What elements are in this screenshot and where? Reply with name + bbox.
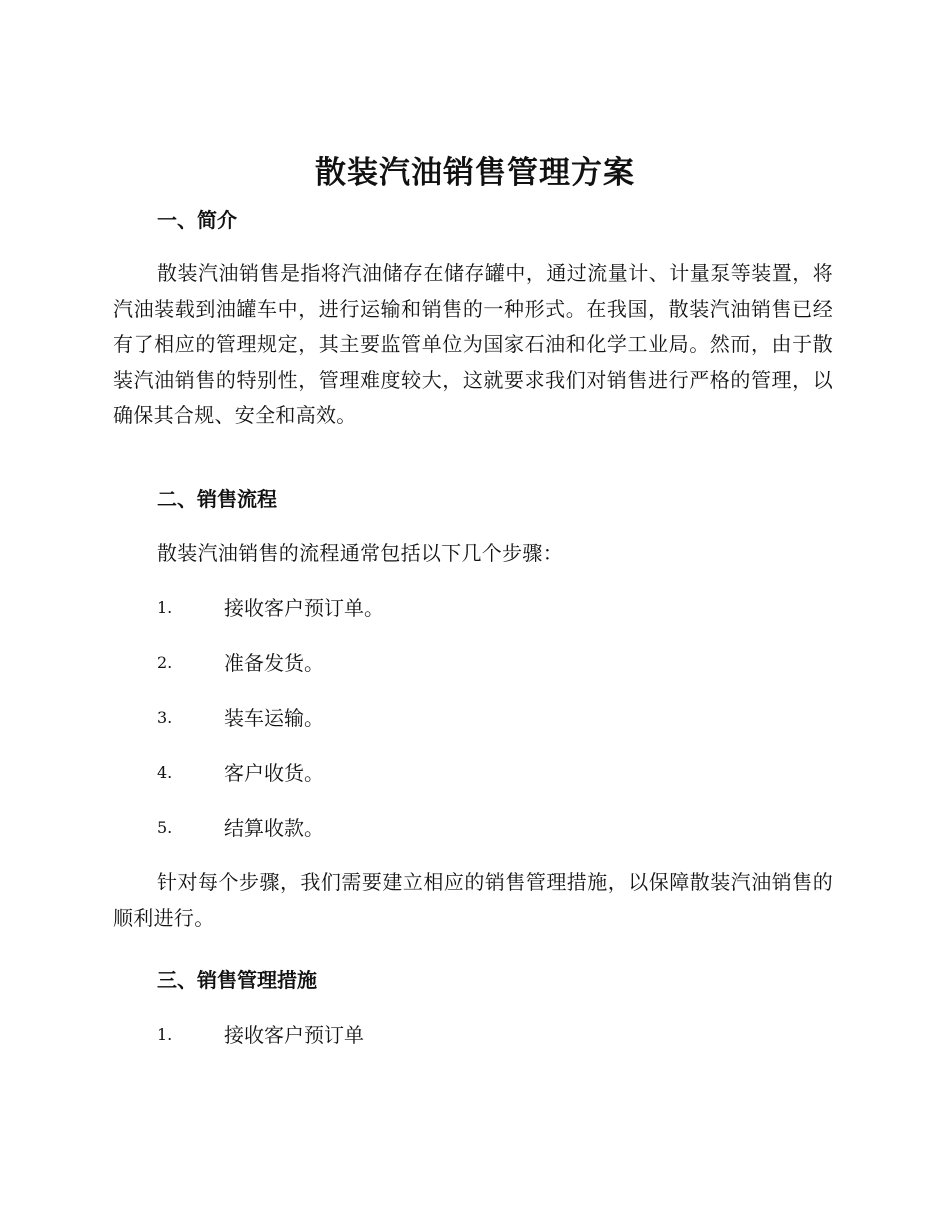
list-number: 2. [157,653,173,672]
list-text: 装车运输。 [224,706,324,730]
list-text: 准备发货。 [224,651,324,675]
list-number: 5. [157,818,173,837]
section-heading-intro: 一、简介 [157,208,237,232]
list-number: 3. [157,708,173,727]
list-text: 客户收货。 [224,761,324,785]
list-text: 接收客户预订单 [224,1023,364,1047]
section-heading-sales-process: 二、销售流程 [157,487,277,511]
list-number: 1. [157,1025,173,1044]
list-number: 1. [157,598,173,617]
intro-paragraph: 散装汽油销售是指将汽油储存在储存罐中，通过流量计、计量泵等装置，将汽油装载到油罐车中，进行运输和销售的一种形式。在我国，散装汽油销售已经有了相应的管理规定，其主要监管单位为国家石油和化学工业局。然而，由于散装汽油销售的特别性，管理难度较大，这就要求我们对销售进行严格的管理，以确保其合规、安全和高效。 [113,261,833,427]
sales-process-intro: 散装汽油销售的流程通常包括以下几个步骤： [157,541,563,565]
document-title: 散装汽油销售管理方案 [315,155,635,191]
section-heading-management-measures: 三、销售管理措施 [157,968,317,992]
list-text: 结算收款。 [224,816,324,840]
sales-process-closing: 针对每个步骤，我们需要建立相应的销售管理措施，以保障散装汽油销售的顺利进行。 [113,870,833,930]
list-number: 4. [157,763,173,782]
list-text: 接收客户预订单。 [224,596,384,620]
